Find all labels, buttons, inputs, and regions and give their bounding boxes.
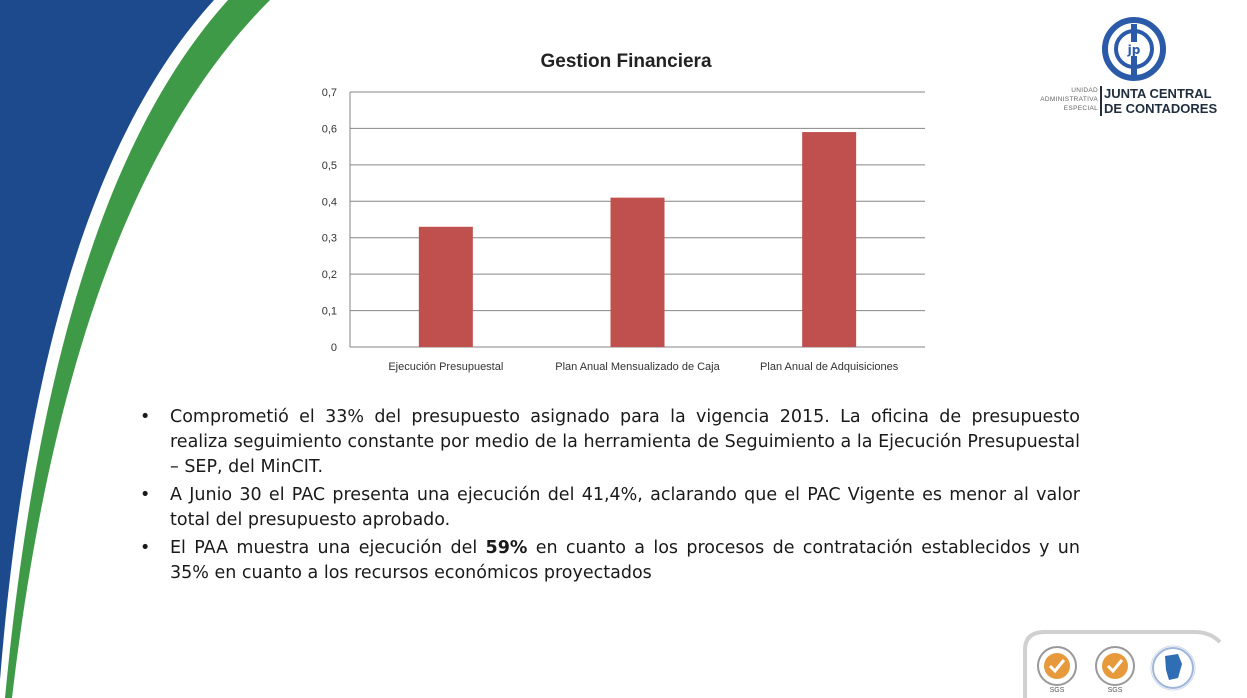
bullet-text: en cuanto a los procesos de contratación establecidos y un 35% en cuanto a los recursos económicos proyectados <box>170 538 1080 583</box>
bullet-marker: • <box>140 485 151 505</box>
logo-side-line: ESPECIAL <box>1063 105 1098 112</box>
logo-divider <box>1100 86 1102 116</box>
x-tick-label: Plan Anual de Adquisiciones <box>760 361 899 373</box>
y-tick-label: 0 <box>330 342 337 354</box>
logo-side-line: UNIDAD <box>1071 87 1098 94</box>
bullet-text: 59% <box>485 538 528 558</box>
y-axis-ticks <box>322 87 337 354</box>
sgs-certification-seal-icon <box>1038 647 1076 694</box>
bullet-item <box>140 405 1080 480</box>
chart-title: Gestion Financiera <box>540 51 712 72</box>
chart-bars <box>419 132 856 347</box>
bar <box>611 198 665 347</box>
bullet-marker: • <box>140 538 151 558</box>
y-tick-label: 0,5 <box>321 159 337 172</box>
y-tick-label: 0,3 <box>321 232 337 245</box>
bullet-item <box>140 536 1080 586</box>
logo-name-line: DE CONTADORES <box>1104 101 1218 116</box>
bullet-list <box>140 405 1080 589</box>
logo-subtitle <box>1030 86 1098 113</box>
cert-label: SGS <box>1049 687 1065 694</box>
x-tick-label: Plan Anual Mensualizado de Caja <box>555 361 720 373</box>
logo-wordmark <box>1104 86 1217 116</box>
sgs-certification-seal-icon <box>1096 647 1134 694</box>
bar <box>419 227 473 347</box>
bar-chart <box>300 40 960 380</box>
colombia-quality-seal-icon <box>1151 646 1195 690</box>
bullet-marker: • <box>140 407 151 427</box>
logo-name-line: JUNTA CENTRAL <box>1104 86 1212 101</box>
y-tick-label: 0,2 <box>321 269 337 282</box>
x-tick-label: Ejecución Presupuestal <box>388 361 504 373</box>
bullet-item <box>140 483 1080 533</box>
y-tick-label: 0,1 <box>321 305 337 318</box>
bar <box>802 132 856 347</box>
cert-label: SGS <box>1107 687 1123 694</box>
bullet-text: El PAA muestra una ejecución del <box>170 538 486 558</box>
svg-text:jp: jp <box>1127 43 1141 57</box>
bullet-text: Comprometió el 33% del presupuesto asignado para la vigencia 2015. La oficina de presupuesto realiza seguimiento constante por medio de la herramienta de Seguimiento a la Ejecución Presupuestal – SEP, del MinCIT. <box>170 407 1080 477</box>
certification-seals <box>1020 630 1247 698</box>
x-axis-ticks <box>388 361 898 373</box>
y-tick-label: 0,7 <box>321 87 337 99</box>
logo-side-line: ADMINISTRATIVA <box>1040 96 1098 103</box>
y-tick-label: 0,6 <box>321 123 337 136</box>
y-tick-label: 0,4 <box>321 196 337 209</box>
bullet-text: A Junio 30 el PAC presenta una ejecución del 41,4%, aclarando que el PAC Vigente es menor al valor total del presupuesto aprobado. <box>170 485 1080 530</box>
